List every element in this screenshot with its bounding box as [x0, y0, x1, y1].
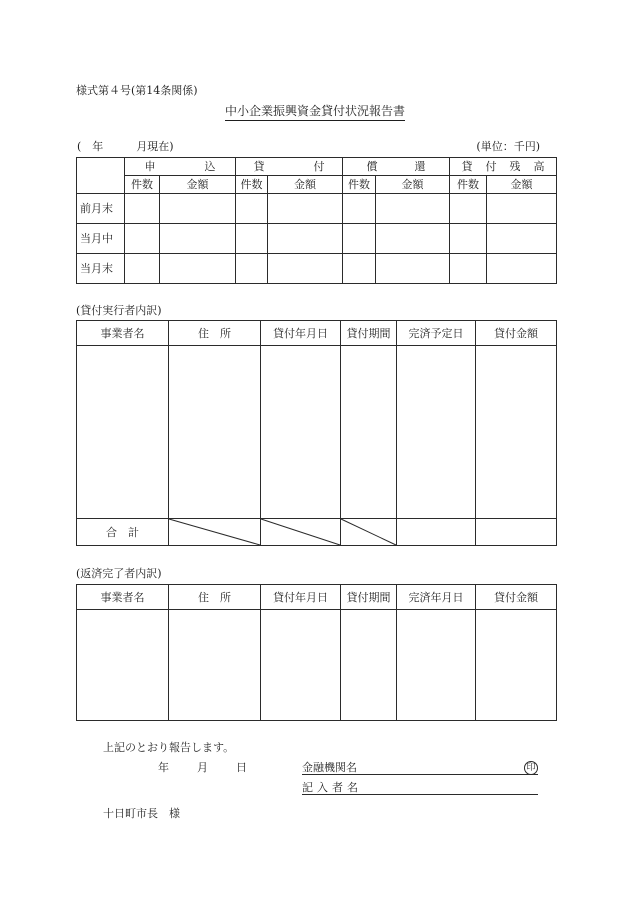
group-header-repayment-label: 償還: [366, 160, 463, 173]
summary-group-header-row: [77, 158, 557, 176]
summary-row-current-month: [77, 224, 557, 254]
count-cell: [236, 224, 268, 254]
sub-header-count: 件数: [236, 176, 268, 194]
group-header-lending-label: 貸付: [253, 160, 374, 173]
sub-header-amount: 金額: [268, 176, 343, 194]
group-header-application-label: 申込: [144, 160, 265, 173]
column-header-loan-date: 貸付年月日: [261, 585, 341, 610]
loan-date-cell: [261, 610, 341, 721]
institution-name-field: [302, 761, 538, 775]
amount-cell: [160, 254, 236, 284]
address-cell: [169, 610, 261, 721]
total-planned-completion-cell: [397, 519, 476, 546]
column-header-planned-completion-date: 完済予定日: [397, 321, 476, 346]
count-cell: [125, 224, 160, 254]
addressee: 十日町市長 様: [103, 807, 180, 820]
repayment-completion-table: [76, 584, 557, 721]
address-cell: [169, 346, 261, 519]
as-of-date: ( 年 月現在): [77, 140, 174, 153]
report-date: 年 月 日: [158, 761, 249, 774]
column-header-loan-amount: 貸付金額: [476, 321, 557, 346]
count-cell: [450, 224, 487, 254]
diagonal-strike: [341, 519, 396, 545]
row-label: 当月末: [77, 254, 125, 284]
summary-row-previous-month-end: [77, 194, 557, 224]
filler-name-field: [302, 781, 538, 795]
row-label: 当月中: [77, 224, 125, 254]
loan-execution-total-row: [77, 519, 557, 546]
repayment-completion-heading: (返済完了者内訳): [76, 567, 162, 580]
count-cell: [343, 224, 376, 254]
count-cell: [343, 194, 376, 224]
total-amount-cell: [476, 519, 557, 546]
column-header-loan-period: 貸付期間: [341, 321, 397, 346]
crossed-out-cell: [341, 519, 397, 546]
column-header-loan-period: 貸付期間: [341, 585, 397, 610]
loan-execution-header-row: [77, 321, 557, 346]
planned-completion-date-cell: [397, 346, 476, 519]
document-title-text: 中小企業振興資金貸付状況報告書: [225, 104, 405, 121]
amount-cell: [376, 224, 450, 254]
summary-sub-header-row: [77, 176, 557, 194]
sub-header-count: 件数: [343, 176, 376, 194]
count-cell: [450, 194, 487, 224]
business-name-cell: [77, 610, 169, 721]
count-cell: [236, 254, 268, 284]
loan-date-cell: [261, 346, 341, 519]
amount-cell: [376, 254, 450, 284]
form-number: 様式第４号(第14条関係): [76, 84, 198, 97]
diagonal-strike: [261, 519, 340, 545]
count-cell: [450, 254, 487, 284]
column-header-loan-amount: 貸付金額: [476, 585, 557, 610]
count-cell: [125, 254, 160, 284]
repayment-completion-entry-area: [77, 610, 557, 721]
amount-cell: [160, 194, 236, 224]
sub-header-count: 件数: [125, 176, 160, 194]
amount-cell: [268, 224, 343, 254]
corner-cell: [77, 158, 125, 194]
sub-header-amount: 金額: [376, 176, 450, 194]
group-header-balance: [450, 158, 557, 176]
amount-cell: [268, 194, 343, 224]
sub-header-count: 件数: [450, 176, 487, 194]
loan-amount-cell: [476, 610, 557, 721]
summary-row-current-month-end: [77, 254, 557, 284]
amount-cell: [487, 254, 557, 284]
column-header-address: 住 所: [169, 585, 261, 610]
amount-cell: [160, 224, 236, 254]
unit-label: (単位：千円): [476, 140, 540, 153]
loan-period-cell: [341, 610, 397, 721]
seal-mark-icon: 印: [524, 761, 538, 775]
institution-name-label: 金融機関名: [302, 761, 357, 774]
business-name-cell: [77, 346, 169, 519]
column-header-loan-date: 貸付年月日: [261, 321, 341, 346]
completion-date-cell: [397, 610, 476, 721]
loan-execution-entry-area: [77, 346, 557, 519]
row-label: 前月末: [77, 194, 125, 224]
sub-header-amount: 金額: [487, 176, 557, 194]
amount-cell: [487, 194, 557, 224]
amount-cell: [376, 194, 450, 224]
diagonal-strike: [169, 519, 260, 545]
loan-execution-table: [76, 320, 557, 546]
filler-name-label: 記入者名: [302, 781, 362, 794]
count-cell: [125, 194, 160, 224]
document-title: [0, 105, 630, 117]
amount-cell: [268, 254, 343, 284]
group-header-balance-label: 貸付残高: [461, 160, 558, 173]
report-statement: 上記のとおり報告します。: [103, 741, 235, 754]
crossed-out-cell: [261, 519, 341, 546]
summary-table: [76, 157, 557, 284]
loan-period-cell: [341, 346, 397, 519]
amount-cell: [487, 224, 557, 254]
loan-amount-cell: [476, 346, 557, 519]
repayment-completion-header-row: [77, 585, 557, 610]
loan-execution-heading: (貸付実行者内訳): [76, 304, 162, 317]
count-cell: [343, 254, 376, 284]
total-label: 合 計: [77, 519, 169, 546]
column-header-completion-date: 完済年月日: [397, 585, 476, 610]
column-header-business-name: 事業者名: [77, 585, 169, 610]
column-header-address: 住 所: [169, 321, 261, 346]
sub-header-amount: 金額: [160, 176, 236, 194]
crossed-out-cell: [169, 519, 261, 546]
column-header-business-name: 事業者名: [77, 321, 169, 346]
group-header-application: [125, 158, 265, 176]
count-cell: [236, 194, 268, 224]
